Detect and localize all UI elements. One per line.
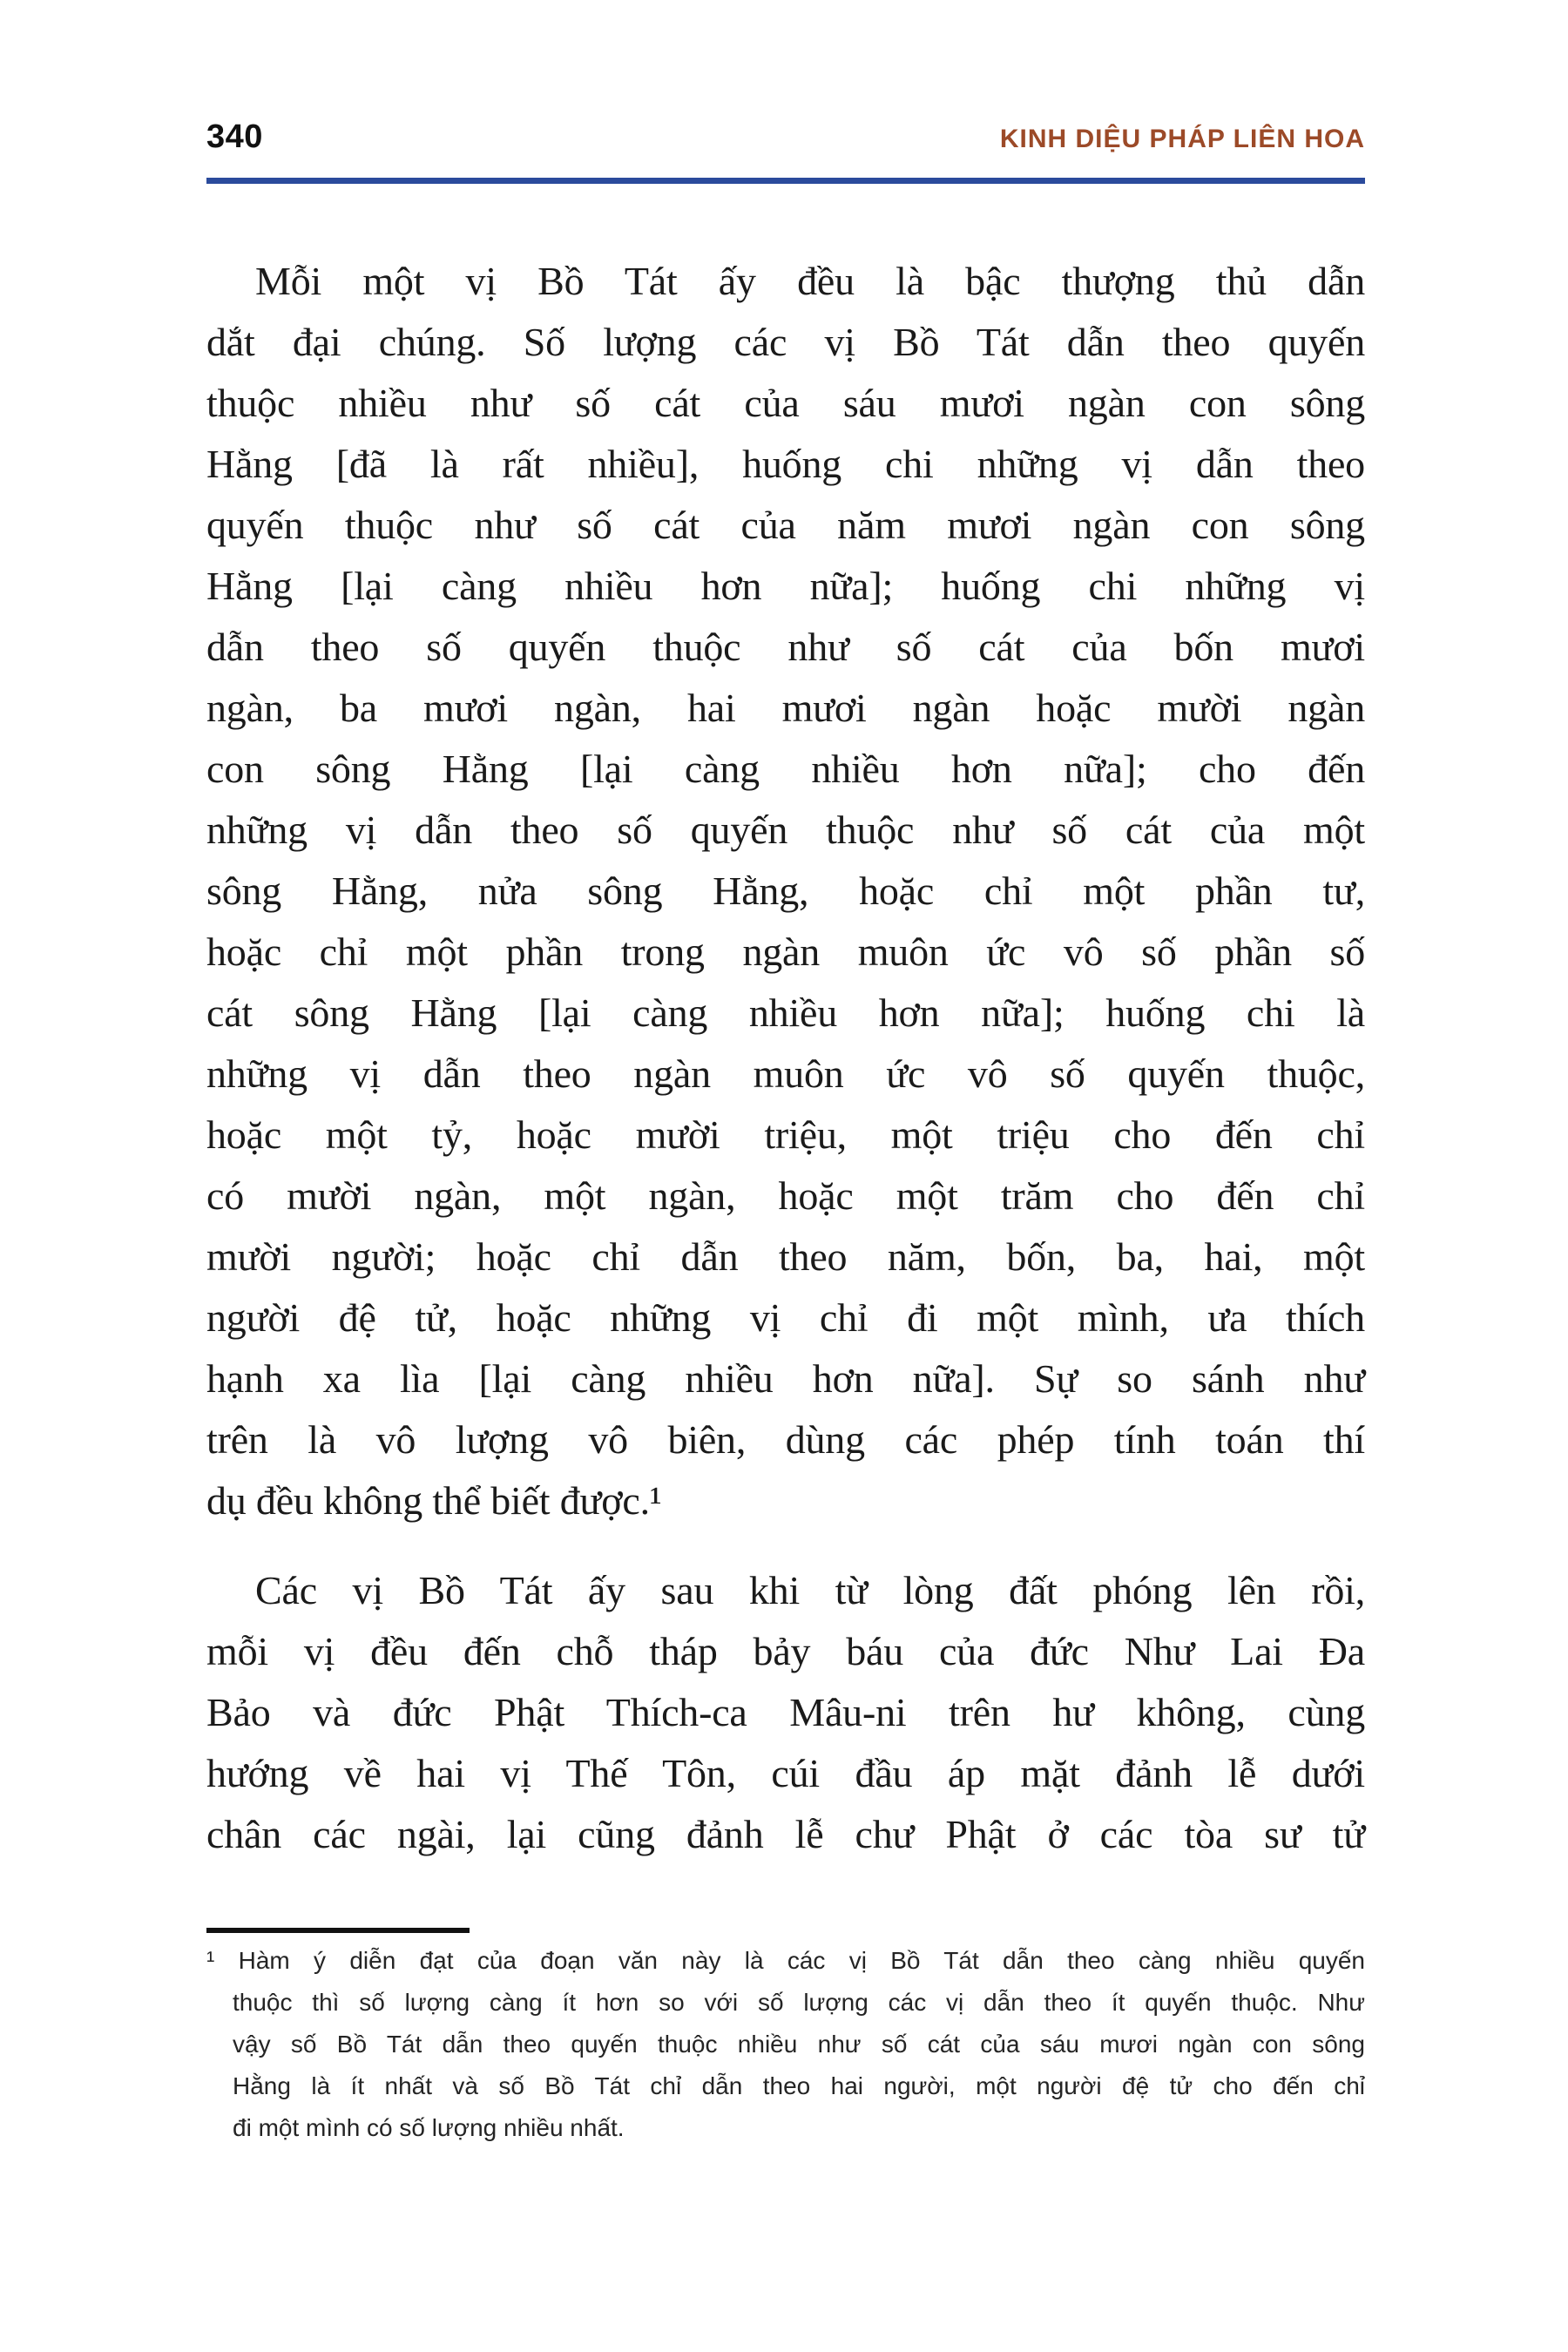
body-line: những vị dẫn theo số quyến thuộc như số cát của một [206, 808, 1365, 852]
body-line: Mỗi một vị Bồ Tát ấy đều là bậc thượng thủ dẫn [255, 259, 1365, 303]
footnote-line: thuộc thì số lượng càng ít hơn so với số lượng các vị dẫn theo ít quyến thuộc. Như [233, 1989, 1365, 2016]
body-line: có mười ngàn, một ngàn, hoặc một trăm cho đến chỉ [206, 1173, 1365, 1218]
body-line: thuộc nhiều như số cát của sáu mươi ngàn con sông [206, 381, 1365, 425]
body-line: hoặc chỉ một phần trong ngàn muôn ức vô số phần số [206, 929, 1365, 974]
running-header: KINH DIỆU PHÁP LIÊN HOA [999, 125, 1365, 153]
header-rule [206, 178, 1365, 184]
body-line: hạnh xa lìa [lại càng nhiều hơn nữa]. Sự so sánh như [206, 1356, 1365, 1401]
body-line: những vị dẫn theo ngàn muôn ức vô số quyến thuộc, [206, 1051, 1365, 1096]
body-line: chân các ngài, lại cũng đảnh lễ chư Phật ở các tòa sư tử [206, 1812, 1365, 1856]
page-header [206, 118, 1365, 157]
body-line: Các vị Bồ Tát ấy sau khi từ lòng đất phóng lên rồi, [255, 1568, 1365, 1612]
footnote [206, 1940, 1365, 2149]
body-line: sông Hằng, nửa sông Hằng, hoặc chỉ một phần tư, [206, 868, 1365, 913]
body-line: con sông Hằng [lại càng nhiều hơn nữa]; cho đến [206, 747, 1365, 791]
body-line: hướng về hai vị Thế Tôn, cúi đầu áp mặt đảnh lễ dưới [206, 1751, 1365, 1795]
body-line: cát sông Hằng [lại càng nhiều hơn nữa]; huống chi là [206, 990, 1365, 1035]
body-line: hoặc một tỷ, hoặc mười triệu, một triệu cho đến chỉ [206, 1112, 1365, 1157]
body-line: ngàn, ba mươi ngàn, hai mươi ngàn hoặc mười ngàn [206, 686, 1365, 730]
body-line: quyến thuộc như số cát của năm mươi ngàn con sông [206, 503, 1365, 547]
body-line: dẫn theo số quyến thuộc như số cát của bốn mươi [206, 625, 1365, 669]
body-line: trên là vô lượng vô biên, dùng các phép tính toán thí [206, 1417, 1365, 1462]
body-line: Hằng [lại càng nhiều hơn nữa]; huống chi những vị [206, 564, 1365, 608]
footnote-line: Hằng là ít nhất và số Bồ Tát chỉ dẫn theo hai người, một người đệ tử cho đến chỉ [233, 2072, 1365, 2099]
body-line: mười người; hoặc chỉ dẫn theo năm, bốn, ba, hai, một [206, 1234, 1365, 1279]
body-line: người đệ tử, hoặc những vị chỉ đi một mình, ưa thích [206, 1295, 1365, 1340]
body-line: Hằng [đã là rất nhiều], huống chi những vị dẫn theo [206, 442, 1365, 486]
footnote-line: vậy số Bồ Tát dẫn theo quyến thuộc nhiều như số cát của sáu mươi ngàn con sông [233, 2031, 1365, 2058]
footnote-line: đi một mình có số lượng nhiều nhất. [233, 2114, 625, 2141]
body-line: dắt đại chúng. Số lượng các vị Bồ Tát dẫn theo quyến [206, 320, 1365, 364]
body-text [206, 251, 1365, 1865]
body-line: Bảo và đức Phật Thích-ca Mâu-ni trên hư không, cùng [206, 1690, 1365, 1734]
body-line: dụ đều không thể biết được.¹ [206, 1478, 662, 1523]
body-line: mỗi vị đều đến chỗ tháp bảy báu của đức Như Lai Đa [206, 1629, 1365, 1673]
footnote-line: ¹ Hàm ý diễn đạt của đoạn văn này là các vị Bồ Tát dẫn theo càng nhiều quyến [206, 1947, 1365, 1974]
page-number: 340 [206, 118, 263, 155]
footnote-separator [206, 1928, 470, 1933]
